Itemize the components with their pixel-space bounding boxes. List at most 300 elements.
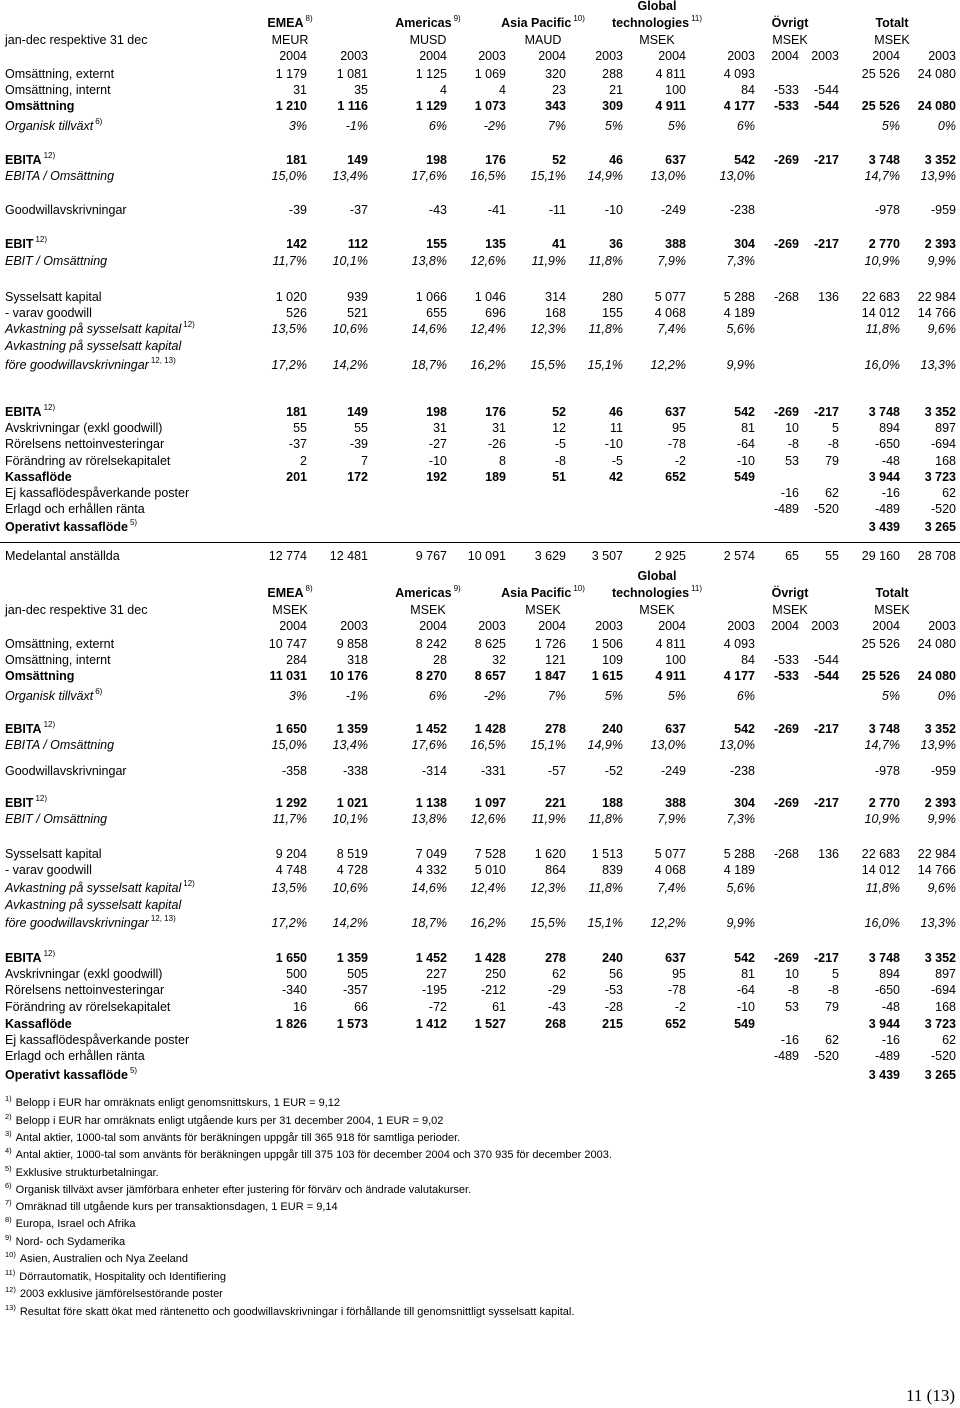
footnote — [5, 1183, 471, 1197]
table-cell: -37 — [349, 203, 368, 217]
table-cell: 100 — [665, 83, 686, 97]
table-cell: 188 — [602, 796, 623, 810]
table-cell: 84 — [741, 653, 755, 667]
region-name: Totalt — [875, 16, 909, 30]
year-label: 2004 — [872, 619, 900, 633]
table-cell: 46 — [609, 153, 623, 167]
table-row — [0, 404, 960, 420]
table-cell: 12,3% — [530, 881, 566, 895]
table-cell: 62 — [825, 486, 839, 500]
table-cell: -2% — [483, 689, 506, 703]
table-cell: -650 — [874, 437, 900, 451]
header-top — [0, 0, 960, 52]
table-cell: 7% — [547, 689, 566, 703]
table-cell: 14,7% — [864, 169, 900, 183]
table-cell: 542 — [734, 722, 755, 736]
table-cell: -39 — [349, 437, 368, 451]
table-cell: -11 — [548, 203, 566, 217]
table-row — [0, 66, 960, 82]
table-cell: 309 — [602, 99, 623, 113]
row-footnote-ref: 12) — [43, 403, 56, 412]
table-cell: 15,0% — [271, 738, 307, 752]
table-cell: 10,1% — [332, 812, 368, 826]
year-label: 2004 — [872, 49, 900, 63]
table-cell: 22 683 — [861, 290, 900, 304]
table-cell: -5 — [554, 437, 566, 451]
row-label — [5, 469, 72, 485]
table-cell: 3 944 — [868, 1017, 900, 1031]
table-cell: 1 073 — [474, 99, 506, 113]
table-cell: -37 — [288, 437, 307, 451]
table-cell: 9 204 — [275, 847, 307, 861]
table-cell: 16 — [293, 1000, 307, 1014]
table-cell: 9,9% — [927, 254, 956, 268]
table-row — [0, 652, 960, 668]
table-cell: 181 — [286, 405, 307, 419]
table-cell: 542 — [734, 951, 755, 965]
table-cell: 2 393 — [924, 237, 956, 251]
table-cell: 51 — [552, 470, 566, 484]
table-cell: 3 352 — [924, 405, 956, 419]
row-label — [5, 897, 181, 913]
table-cell: -1% — [345, 119, 368, 133]
row-footnote-ref: 12) — [43, 949, 56, 958]
table-cell: -520 — [813, 1049, 839, 1063]
table-cell: -544 — [813, 83, 839, 97]
table-cell: 1 428 — [474, 951, 506, 965]
row-label-text: Omsättning, internt — [5, 83, 111, 97]
table-cell: 14 766 — [917, 863, 956, 877]
row-label-text: Rörelsens nettoinvesteringar — [5, 983, 165, 997]
table-cell: 839 — [602, 863, 623, 877]
table-cell: 5% — [604, 119, 623, 133]
table-cell: 16,0% — [864, 916, 900, 930]
row-label — [5, 253, 107, 269]
year-label: 2003 — [478, 619, 506, 633]
row-footnote-ref: 5) — [129, 1066, 138, 1075]
table-cell: -489 — [773, 502, 799, 516]
table-cell: 62 — [942, 486, 956, 500]
table-cell: 15,1% — [530, 738, 566, 752]
table-cell: 3 748 — [868, 951, 900, 965]
row-label — [5, 636, 114, 652]
table-cell: -53 — [604, 983, 623, 997]
table-row — [0, 357, 960, 373]
table-cell: 5,6% — [726, 322, 755, 336]
table-cell: 14,9% — [587, 169, 623, 183]
table-cell: 1 021 — [336, 796, 368, 810]
table-row — [0, 721, 960, 737]
table-cell: 939 — [347, 290, 368, 304]
row-label — [5, 915, 176, 931]
table-row — [0, 950, 960, 966]
row-label-text: Förändring av rörelsekapitalet — [5, 454, 171, 468]
column-group-4-currency: MSEK — [772, 603, 808, 617]
table-cell: 56 — [609, 967, 623, 981]
table-cell: -217 — [813, 796, 839, 810]
table-row — [0, 1048, 960, 1064]
row-footnote-ref: 12) — [183, 879, 195, 888]
row-label-text: Kassaflöde — [5, 470, 72, 484]
row-footnote-ref: 12) — [35, 794, 48, 803]
table-cell: -8 — [554, 454, 566, 468]
table-row — [0, 501, 960, 517]
table-cell: 24 080 — [917, 99, 956, 113]
table-cell: 81 — [741, 421, 755, 435]
region-name: EMEA — [267, 586, 304, 600]
row-label-text: EBIT — [5, 796, 34, 810]
table-cell: -78 — [667, 983, 686, 997]
region-name: Övrigt — [771, 16, 809, 30]
table-cell: -43 — [428, 203, 447, 217]
table-row — [0, 688, 960, 704]
table-cell: -10 — [736, 1000, 755, 1014]
year-label: 2004 — [538, 619, 566, 633]
table-cell: 9 767 — [415, 549, 447, 563]
table-cell: 652 — [665, 470, 686, 484]
table-row — [0, 118, 960, 134]
footnote-text: Belopp i EUR har omräknats enligt utgående kurs per 31 december 2004, 1 EUR = 9,02 — [15, 1115, 444, 1127]
table-cell: 2 925 — [654, 549, 686, 563]
table-cell: -78 — [667, 437, 686, 451]
table-cell: 11,7% — [272, 812, 307, 826]
region-footnote-ref: 8) — [305, 584, 313, 593]
table-cell: 3 629 — [534, 549, 566, 563]
region-footnote-ref: 11) — [691, 584, 703, 593]
row-label — [5, 519, 137, 535]
table-cell: 149 — [347, 153, 368, 167]
table-cell: -10 — [604, 203, 623, 217]
table-cell: -48 — [881, 1000, 900, 1014]
table-cell: 24 080 — [917, 669, 956, 683]
row-label — [5, 999, 170, 1015]
table-cell: 172 — [347, 470, 368, 484]
table-cell: 10 — [785, 421, 799, 435]
row-label-text: EBITA / Omsättning — [5, 169, 115, 183]
table-cell: 1 826 — [275, 1017, 307, 1031]
row-label — [5, 436, 164, 452]
table-row — [0, 436, 960, 452]
row-label-text: Organisk tillväxt — [5, 689, 94, 703]
table-cell: 18,7% — [411, 358, 447, 372]
row-label-text: Avskrivningar (exkl goodwill) — [5, 421, 163, 435]
table-cell: 10,9% — [864, 254, 900, 268]
row-label — [5, 811, 107, 827]
table-cell: 14,7% — [864, 738, 900, 752]
row-label — [5, 82, 111, 98]
table-cell: 66 — [354, 1000, 368, 1014]
table-cell: 11,8% — [865, 881, 900, 895]
column-group-3-currency: MSEK — [639, 603, 675, 617]
table-cell: 22 984 — [917, 290, 956, 304]
table-cell: 10 176 — [329, 669, 368, 683]
table-row — [0, 966, 960, 982]
table-cell: 6% — [428, 119, 447, 133]
row-label — [5, 795, 47, 811]
row-label-text: EBITA — [5, 153, 42, 167]
table-cell: 136 — [818, 847, 839, 861]
table-cell: 155 — [426, 237, 447, 251]
table-cell: 13,5% — [271, 881, 307, 895]
footnote-mark: 5) — [5, 1164, 12, 1173]
row-label-text: Ej kassaflödespåverkande poster — [5, 486, 190, 500]
table-cell: 4 093 — [723, 637, 755, 651]
table-cell: 897 — [935, 967, 956, 981]
table-cell: -520 — [930, 1049, 956, 1063]
table-cell: 897 — [935, 421, 956, 435]
row-label-text: Förändring av rörelsekapitalet — [5, 1000, 171, 1014]
table-cell: 4 332 — [415, 863, 447, 877]
table-row — [0, 338, 960, 354]
table-cell: -212 — [480, 983, 506, 997]
table-cell: 13,5% — [271, 322, 307, 336]
table-cell: 25 526 — [861, 99, 900, 113]
row-label-text: EBITA / Omsättning — [5, 738, 115, 752]
table-cell: -57 — [547, 764, 566, 778]
table-cell: 46 — [609, 405, 623, 419]
table-cell: -8 — [827, 983, 839, 997]
row-label-text: Avkastning på sysselsatt kapital — [5, 339, 182, 353]
table-cell: 7 — [361, 454, 368, 468]
footnote-text: Antal aktier, 1000-tal som använts för beräkningen uppgår till 375 103 för december 2004 och 370 935 för december 2003. — [15, 1149, 612, 1161]
table-cell: 4 — [440, 83, 447, 97]
row-label-text: EBIT / Omsättning — [5, 254, 108, 268]
table-cell: 15,1% — [530, 169, 566, 183]
footnote-mark: 1) — [5, 1094, 12, 1103]
table-cell: 5 077 — [654, 290, 686, 304]
table-cell: 1 452 — [415, 951, 447, 965]
table-cell: 16,2% — [470, 358, 506, 372]
table-row — [0, 999, 960, 1015]
row-label-text: Organisk tillväxt — [5, 119, 94, 133]
table-cell: 189 — [485, 470, 506, 484]
table-cell: 12 774 — [268, 549, 307, 563]
table-cell: 100 — [665, 653, 686, 667]
table-cell: -28 — [604, 1000, 623, 1014]
table-cell: 53 — [785, 1000, 799, 1014]
table-cell: 16,2% — [470, 916, 506, 930]
table-cell: 1 650 — [275, 722, 307, 736]
table-cell: 12,4% — [470, 322, 506, 336]
footnote-text: Antal aktier, 1000-tal som använts för beräkningen uppgår till 365 918 för samtliga perioder. — [15, 1132, 461, 1144]
table-row — [0, 289, 960, 305]
footnote-mark: 10) — [5, 1250, 16, 1259]
region-footnote-ref: 11) — [691, 14, 703, 23]
table-cell: 3 748 — [868, 153, 900, 167]
row-label-text: Sysselsatt kapital — [5, 847, 102, 861]
table-cell: 1 129 — [415, 99, 447, 113]
table-cell: 176 — [485, 405, 506, 419]
row-label-text: Omsättning — [5, 99, 75, 113]
table-cell: 15,5% — [530, 916, 566, 930]
table-cell: 215 — [602, 1017, 623, 1031]
table-row — [0, 321, 960, 337]
table-cell: 2 770 — [868, 796, 900, 810]
row-label — [5, 688, 102, 704]
row-label — [5, 305, 92, 321]
table-cell: 8 519 — [336, 847, 368, 861]
footnote-mark: 8) — [5, 1215, 12, 1224]
table-cell: -2 — [674, 1000, 686, 1014]
year-label: 2003 — [340, 619, 368, 633]
table-cell: 15,1% — [587, 358, 623, 372]
table-cell: 3 944 — [868, 470, 900, 484]
table-row — [0, 811, 960, 827]
region-name: technologies — [611, 16, 690, 30]
table-cell: 25 526 — [861, 637, 900, 651]
row-label — [5, 236, 47, 252]
table-cell: 304 — [734, 796, 755, 810]
table-cell: 6% — [736, 689, 755, 703]
table-cell: 12,6% — [470, 254, 506, 268]
column-group-2-currency: MSEK — [525, 603, 561, 617]
table-cell: -959 — [930, 203, 956, 217]
table-cell: 12,4% — [470, 881, 506, 895]
table-cell: -694 — [930, 983, 956, 997]
row-label — [5, 1032, 189, 1048]
table-cell: 1 428 — [474, 722, 506, 736]
row-label-text: EBITA — [5, 722, 42, 736]
table-row — [0, 420, 960, 436]
table-cell: 250 — [485, 967, 506, 981]
row-label — [5, 652, 111, 668]
year-label: 2003 — [928, 49, 956, 63]
column-group-5-title — [817, 15, 960, 31]
table-cell: 22 683 — [861, 847, 900, 861]
table-cell: 62 — [552, 967, 566, 981]
table-cell: 168 — [545, 306, 566, 320]
row-label — [5, 404, 55, 420]
table-cell: -268 — [773, 290, 799, 304]
table-cell: 79 — [825, 454, 839, 468]
region-footnote-ref: 10) — [573, 14, 585, 23]
row-footnote-ref: 12) — [183, 320, 195, 329]
table-cell: 10 — [785, 967, 799, 981]
table-cell: 1 513 — [591, 847, 623, 861]
region-footnote-ref: 8) — [305, 14, 313, 23]
table-cell: 13,3% — [920, 358, 956, 372]
year-label: 2004 — [279, 49, 307, 63]
table-cell: -338 — [342, 764, 368, 778]
row-label-text: Avkastning på sysselsatt kapital — [5, 898, 182, 912]
table-cell: 84 — [741, 83, 755, 97]
table-cell: 3% — [288, 119, 307, 133]
table-cell: 198 — [426, 405, 447, 419]
table-cell: 288 — [602, 67, 623, 81]
table-cell: 3% — [288, 689, 307, 703]
table-cell: 14 012 — [861, 863, 900, 877]
table-cell: 142 — [286, 237, 307, 251]
table-cell: 28 708 — [917, 549, 956, 563]
table-cell: 221 — [545, 796, 566, 810]
table-cell: 1 179 — [275, 67, 307, 81]
row-label — [5, 862, 92, 878]
row-label-text: Sysselsatt kapital — [5, 290, 102, 304]
year-label: 2004 — [419, 49, 447, 63]
table-cell: -195 — [421, 983, 447, 997]
table-cell: 9,9% — [927, 812, 956, 826]
table-cell: 1 097 — [474, 796, 506, 810]
table-cell: 13,3% — [920, 916, 956, 930]
column-group-3-title — [582, 585, 732, 601]
table-cell: 1 650 — [275, 951, 307, 965]
table-row — [0, 1016, 960, 1032]
year-label: 2004 — [658, 619, 686, 633]
table-cell: 13,8% — [411, 254, 447, 268]
table-cell: 24 080 — [917, 637, 956, 651]
footnote-mark: 13) — [5, 1303, 16, 1312]
table-cell: 61 — [492, 1000, 506, 1014]
row-label — [5, 98, 74, 114]
row-label-text: EBITA — [5, 951, 42, 965]
row-label-text: Omsättning, externt — [5, 637, 115, 651]
table-cell: 12 481 — [329, 549, 368, 563]
table-cell: -269 — [773, 405, 799, 419]
table-cell: -269 — [773, 153, 799, 167]
table-cell: 3 265 — [924, 1068, 956, 1082]
year-label: 2003 — [595, 49, 623, 63]
region-name: EMEA — [267, 16, 304, 30]
table-cell: 637 — [665, 951, 686, 965]
table-cell: 1 125 — [415, 67, 447, 81]
row-label — [5, 202, 127, 218]
table-cell: 500 — [286, 967, 307, 981]
table-cell: 637 — [665, 153, 686, 167]
table-cell: 28 — [433, 653, 447, 667]
table-cell: 1 359 — [336, 951, 368, 965]
footnote — [5, 1200, 338, 1214]
region-footnote-ref: 9) — [453, 14, 461, 23]
table-cell: 4 811 — [655, 67, 686, 81]
table-cell: 3 748 — [868, 722, 900, 736]
row-label — [5, 846, 102, 862]
table-cell: 13,0% — [719, 738, 755, 752]
table-cell: -8 — [827, 437, 839, 451]
table-cell: -16 — [881, 486, 900, 500]
table-cell: 21 — [609, 83, 623, 97]
table-cell: 3 265 — [924, 520, 956, 534]
table-cell: 549 — [734, 470, 755, 484]
row-label — [5, 321, 195, 337]
table-cell: 42 — [609, 470, 623, 484]
table-cell: 15,5% — [530, 358, 566, 372]
year-label: 2003 — [595, 619, 623, 633]
table-cell: -43 — [547, 1000, 566, 1014]
table-cell: 13,0% — [650, 169, 686, 183]
table-cell: -2 — [674, 454, 686, 468]
column-group-0-currency: MSEK — [272, 603, 308, 617]
table-cell: -544 — [813, 99, 839, 113]
footnote-mark: 6) — [5, 1181, 12, 1190]
row-label — [5, 880, 195, 896]
table-cell: 13,4% — [332, 169, 368, 183]
table-cell: 10 091 — [467, 549, 506, 563]
table-cell: 320 — [545, 67, 566, 81]
row-label — [5, 485, 189, 501]
table-cell: 155 — [602, 306, 623, 320]
table-cell: 1 506 — [591, 637, 623, 651]
table-row — [0, 453, 960, 469]
row-label — [5, 501, 145, 517]
table-row — [0, 305, 960, 321]
table-cell: 16,5% — [470, 738, 506, 752]
row-label — [5, 737, 114, 753]
table-cell: -217 — [813, 237, 839, 251]
table-cell: 3 352 — [924, 153, 956, 167]
row-label — [5, 668, 74, 684]
table-cell: 10,6% — [332, 322, 368, 336]
table-cell: 8 242 — [415, 637, 447, 651]
